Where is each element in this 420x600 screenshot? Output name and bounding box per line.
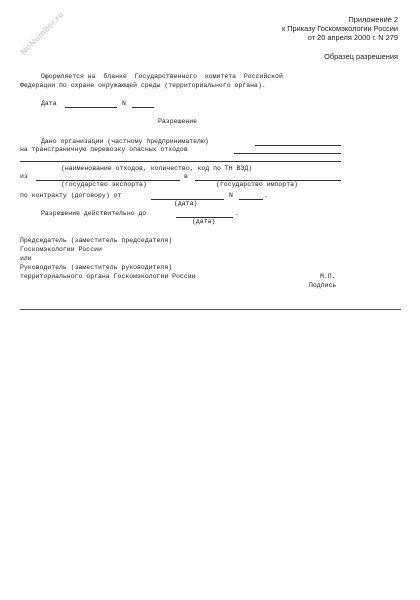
order-reference: к Приказу Госкомэкологии России <box>281 24 398 33</box>
signature-label: Подпись <box>309 282 337 289</box>
signatory-line-1: Председатель (заместитель председателя) <box>20 237 173 244</box>
valid-until-label: Разрешение действительно до <box>41 210 147 217</box>
number-label: N <box>122 100 126 107</box>
issued-to-label: Дано организации (частному предпринимателю) <box>41 138 209 145</box>
bottom-divider <box>20 309 401 310</box>
valid-until-period: . <box>235 210 239 217</box>
from-label: из <box>20 173 28 180</box>
waste-field <box>20 161 341 162</box>
contract-date-caption: (дата) <box>174 200 198 207</box>
contract-number-field <box>239 199 263 200</box>
date-field <box>65 107 117 108</box>
number-field <box>132 107 154 108</box>
signatory-line-3: или <box>20 255 32 262</box>
transport-label: на трансграничную перевозку опасных отходов <box>20 146 188 153</box>
appendix-label: Приложение 2 <box>348 15 398 24</box>
import-caption: (государство импорта) <box>216 181 298 188</box>
contract-number-label: N <box>229 192 233 199</box>
stamp-label: М.П. <box>320 273 336 280</box>
intro-line-2: Федерации по охране окружающей среды (территориального органа). <box>20 82 266 89</box>
signatory-line-2: Госкомэкологии России <box>20 246 102 253</box>
watermark: NoNumber.ru <box>18 9 66 57</box>
to-label: в <box>184 173 188 180</box>
sample-title: Образец разрешения <box>324 52 398 61</box>
header-block <box>198 15 398 42</box>
order-date: от 20 апреля 2000 г. N 279 <box>307 33 398 42</box>
intro-line-1: Оформляется на бланке Государственного комитета Российской <box>41 73 283 80</box>
document-title: Разрешение <box>158 118 198 125</box>
contract-label: по контракту (договору) от <box>20 192 122 199</box>
date-label: Дата <box>41 100 57 107</box>
signatory-line-4: Руководитель (заместитель руководителя) <box>20 264 173 271</box>
transport-field <box>234 153 341 154</box>
waste-caption: (наименование отходов, количество, код по ТН ВЭД) <box>61 165 253 172</box>
contract-period: . <box>264 192 268 199</box>
valid-until-caption: (дата) <box>192 218 216 225</box>
export-caption: (государство экспорта) <box>61 181 147 188</box>
signatory-line-5: территориального органа Госкомэкологии России <box>20 273 196 280</box>
organization-field <box>255 145 341 146</box>
